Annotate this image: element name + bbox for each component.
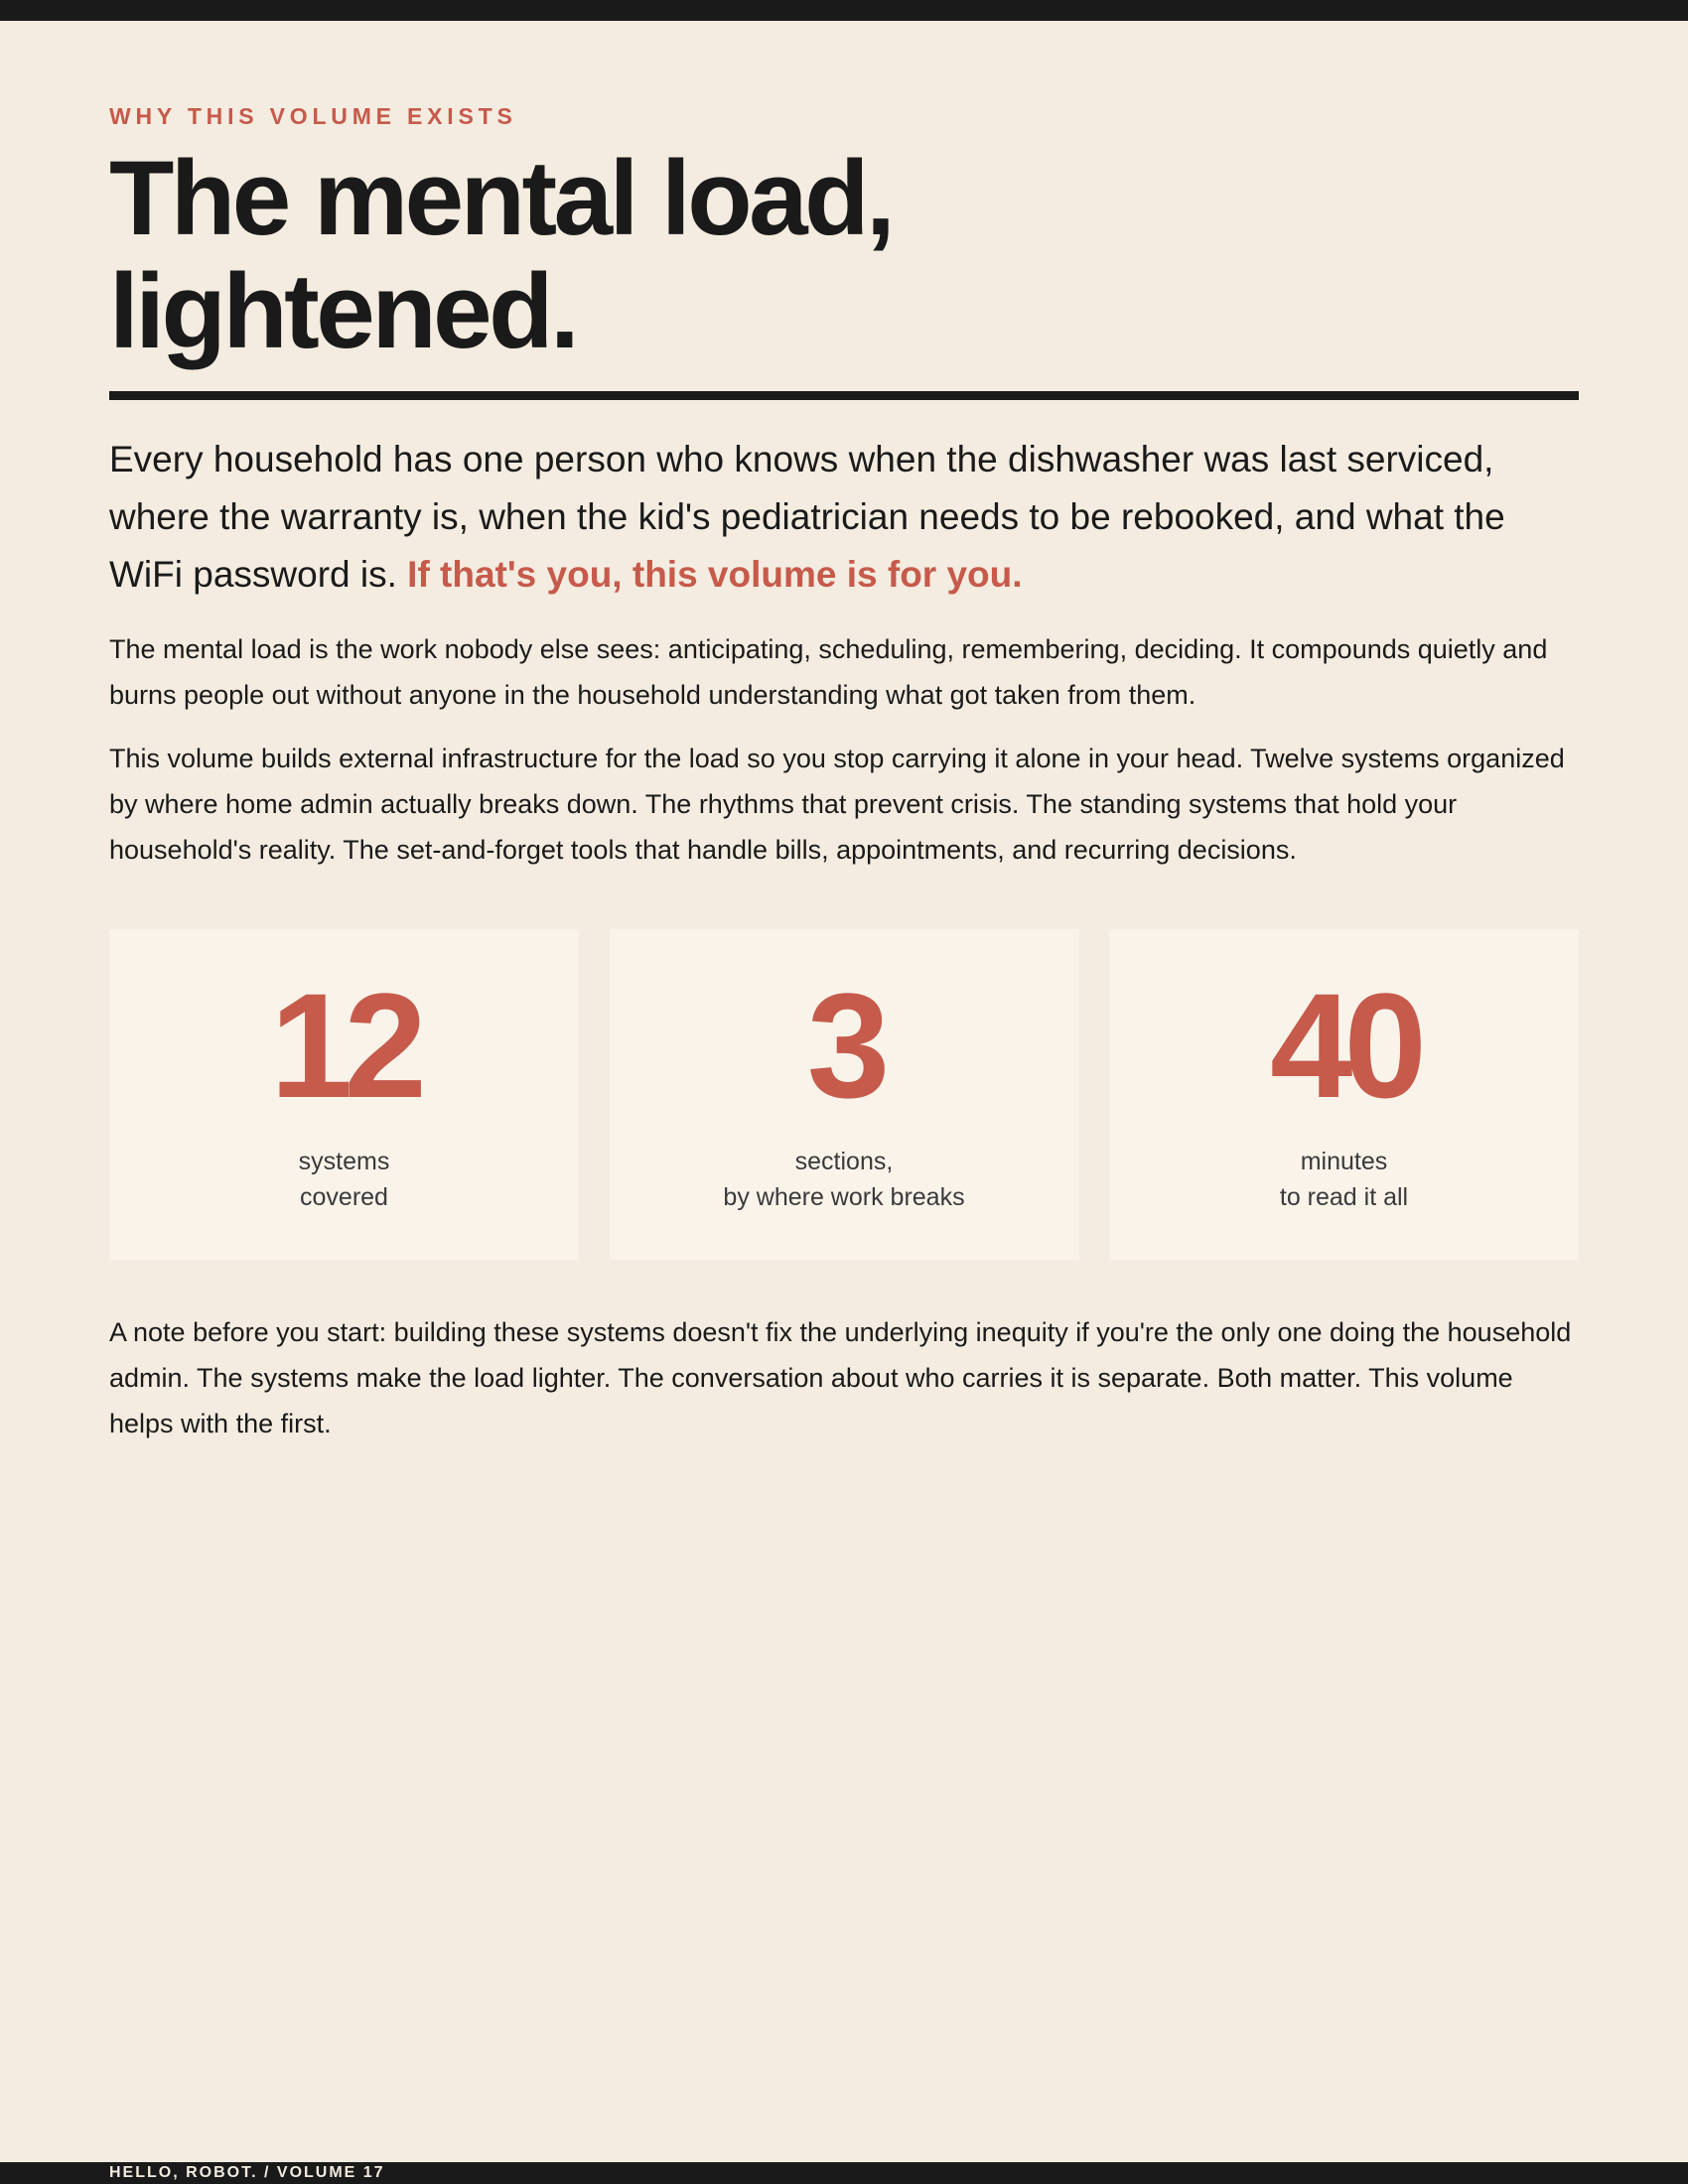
- eyebrow-label: WHY THIS VOLUME EXISTS: [109, 103, 517, 129]
- body-paragraph-1: The mental load is the work nobody else sees: anticipating, scheduling, remembering, deciding. It compounds quietly and burns people out without anyone in the household understanding what got taken from them.: [109, 634, 1548, 710]
- lede-accent: If that's you, this volume is for you.: [407, 554, 1023, 595]
- stat-label: [610, 1144, 1079, 1215]
- stat-label-line-2: by where work breaks: [723, 1183, 965, 1211]
- page-content: [109, 21, 1579, 1446]
- stat-label: [1109, 1144, 1579, 1215]
- stat-card-systems: [109, 929, 579, 1260]
- closing-note: A note before you start: building these systems doesn't fix the underlying inequity if you're the only one doing the household admin. The systems make the load lighter. The conversation about who carries it is separate. Both matter. This volume helps with the first.: [109, 1317, 1572, 1438]
- footer-text: HELLO, ROBOT. / VOLUME 17: [109, 2164, 385, 2181]
- stat-number: 3: [806, 962, 882, 1129]
- stat-label-line-1: sections,: [794, 1148, 894, 1175]
- stat-label-line-2: to read it all: [1279, 1183, 1409, 1211]
- page-title-line-2: lightened.: [109, 251, 577, 370]
- stat-label-line-1: minutes: [1300, 1148, 1388, 1175]
- stat-number: 12: [270, 962, 418, 1129]
- stat-number: 40: [1270, 962, 1418, 1129]
- top-bar: [0, 0, 1688, 21]
- stat-card-minutes: [1109, 929, 1579, 1260]
- stat-label: [109, 1144, 579, 1215]
- stat-label-line-2: covered: [300, 1183, 388, 1211]
- title-divider: [109, 391, 1579, 400]
- lede-paragraph: [109, 431, 1579, 604]
- stat-card-sections: [610, 929, 1079, 1260]
- stat-label-line-1: systems: [298, 1148, 390, 1175]
- stats-row: [109, 929, 1579, 1260]
- footer-bar: [0, 2162, 1688, 2184]
- lede-text: Every household has one person who knows when the dishwasher was last serviced, where the warranty is, when the kid's pediatrician needs to be rebooked, and what the WiFi password is.: [109, 439, 1505, 595]
- page-title: [109, 138, 1579, 370]
- page-title-line-1: The mental load,: [109, 138, 893, 257]
- body-paragraph-2: This volume builds external infrastructure for the load so you stop carrying it alone in your head. Twelve systems organized by where home admin actually breaks down. The rhythms that prevent crisis. The standing systems that hold your household's reality. The set-and-forget tools that handle bills, appointments, and recurring decisions.: [109, 744, 1565, 865]
